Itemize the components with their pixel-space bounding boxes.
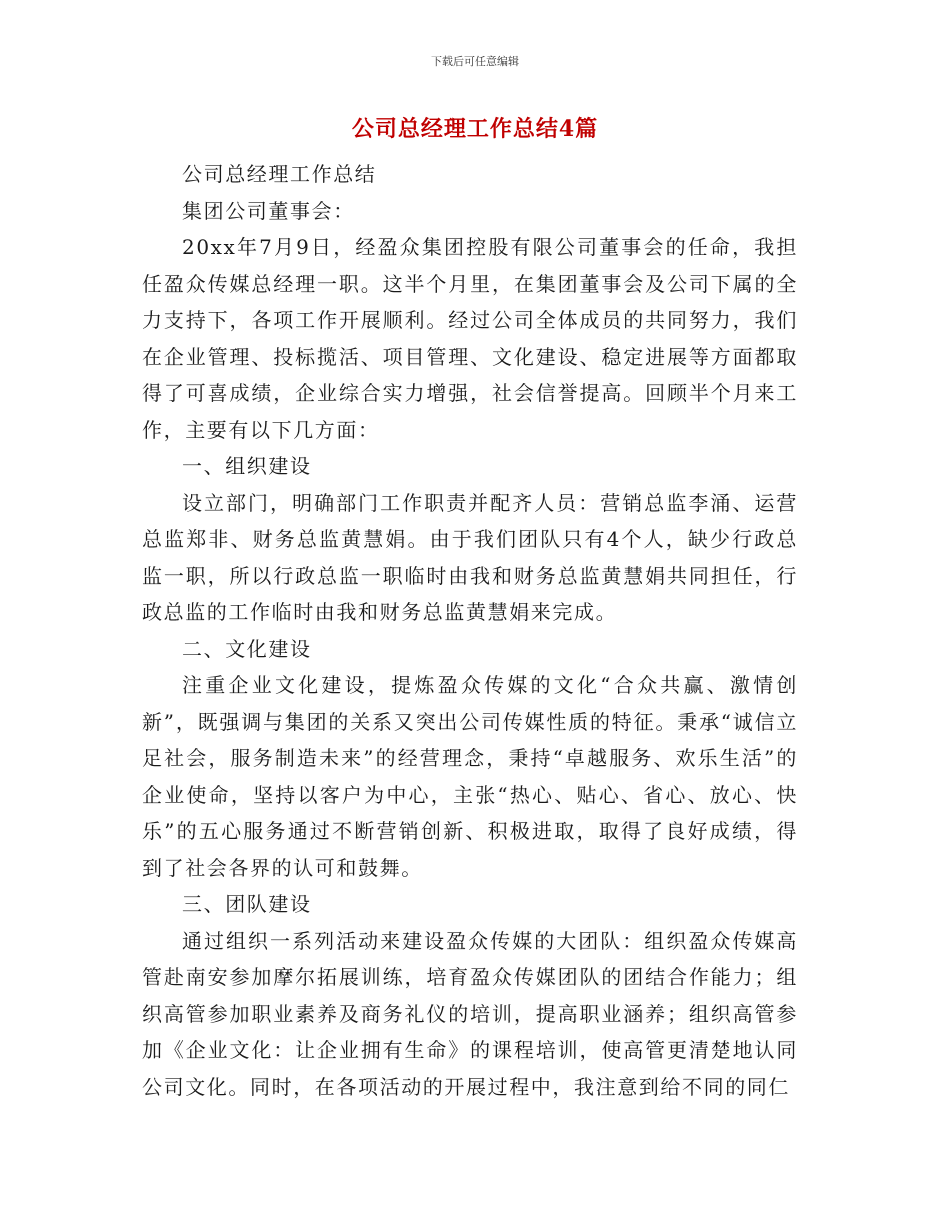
paragraph-organization: 设立部门，明确部门工作职责并配齐人员：营销总监李涌、运营总监郑非、财务总监黄慧娟。由于我们团队只有4个人，缺少行政总监一职，所以行政总监一职临时由我和财务总监黄慧娟共同担任，行政总监的工作临时由我和财务总监黄慧娟来完成。 — [142, 490, 798, 624]
document-title: 公司总经理工作总结4篇 — [351, 116, 599, 142]
document-body — [142, 156, 798, 1105]
paragraph-culture: 注重企业文化建设，提炼盈众传媒的文化“合众共赢、激情创新”，既强调与集团的关系又突出公司传媒性质的特征。秉承“诚信立足社会，服务制造未来”的经营理念，秉持“卓越服务、欢乐生活”的企业使命，坚持以客户为中心，主张“热心、贴心、省心、放心、快乐”的五心服务通过不断营销创新、积极进取，取得了良好成绩，得到了社会各界的认可和鼓舞。 — [142, 673, 798, 880]
section-heading-organization: 一、组织建设 — [182, 454, 312, 478]
section-heading-culture: 二、文化建设 — [182, 636, 312, 661]
paragraph-team: 通过组织一系列活动来建设盈众传媒的大团队：组织盈众传媒高管赴南安参加摩尔拓展训练，培育盈众传媒团队的团结合作能力；组织高管参加职业素养及商务礼仪的培训，提高职业涵养；组织高管参加《企业文化：让企业拥有生命》的课程培训，使高管更清楚地认同公司文化。同时，在各项活动的开展过程中，我注意到给不同的同仁 — [142, 928, 798, 1099]
section-heading-summary: 公司总经理工作总结 — [182, 162, 377, 186]
paragraph-intro: 20xx年7月9日，经盈众集团控股有限公司董事会的任命，我担任盈众传媒总经理一职。这半个月里，在集团董事会及公司下属的全力支持下，各项工作开展顺利。经过公司全体成员的共同努力，我们在企业管理、投标揽活、项目管理、文化建设、稳定进展等方面都取得了可喜成绩，企业综合实力增强，社会信誉提高。回顾半个月来工作，主要有以下几方面： — [142, 235, 798, 442]
salutation: 集团公司董事会： — [182, 198, 355, 223]
section-heading-team: 三、团队建设 — [182, 892, 312, 916]
page-header-note: 下载后可任意编辑 — [431, 55, 519, 68]
